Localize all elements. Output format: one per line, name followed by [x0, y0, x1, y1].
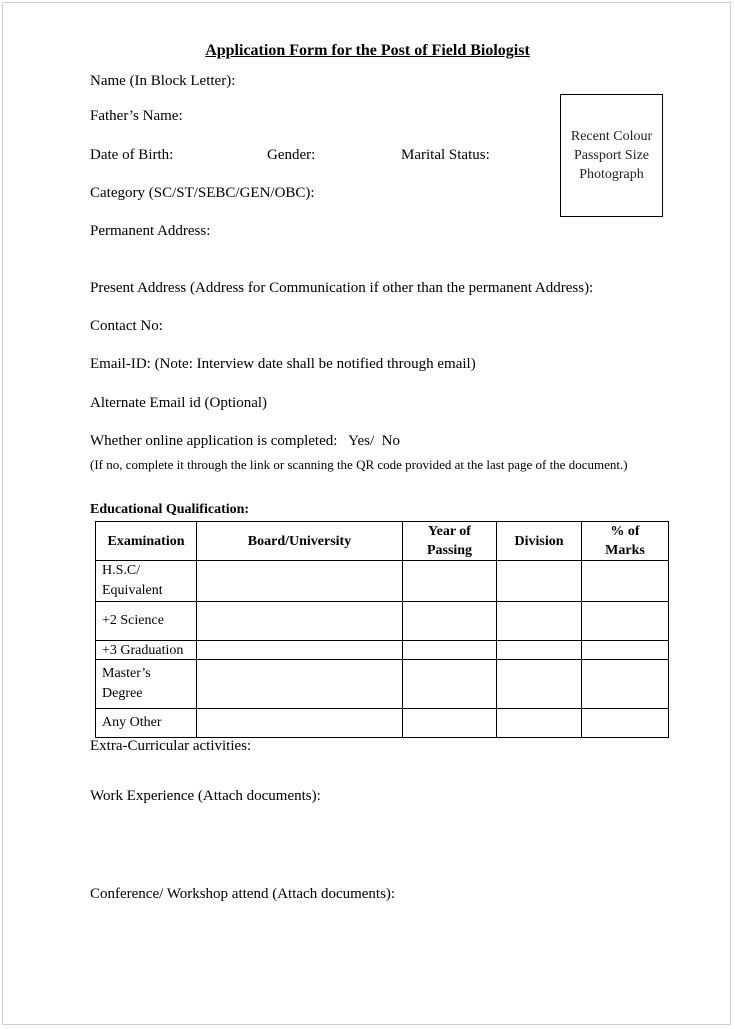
- gender-label: Gender:: [267, 147, 316, 163]
- extra-curricular-label: Extra-Curricular activities:: [90, 738, 252, 754]
- marks-cell[interactable]: [582, 660, 669, 709]
- table-row: [96, 660, 669, 709]
- division-cell[interactable]: [497, 709, 582, 738]
- header-marks: [582, 522, 669, 561]
- exam-line1: Master’s: [102, 666, 151, 681]
- table-row: [96, 561, 669, 602]
- table-row: [96, 641, 669, 660]
- marks-cell[interactable]: [582, 641, 669, 660]
- division-cell[interactable]: [497, 660, 582, 709]
- year-cell[interactable]: [403, 602, 497, 641]
- table-header-row: [96, 522, 669, 561]
- table-row: [96, 709, 669, 738]
- exam-line1: +3 Graduation: [102, 642, 184, 658]
- form-title: Application Form for the Post of Field Biologist: [205, 42, 530, 59]
- exam-line1: Any Other: [102, 715, 162, 730]
- exam-line2: Equivalent: [102, 583, 163, 598]
- division-cell[interactable]: [497, 641, 582, 660]
- header-year-line1: Year of: [428, 524, 471, 539]
- online-application-label: Whether online application is completed: Yes/ No: [90, 433, 400, 449]
- exam-cell: [96, 709, 197, 738]
- conference-label: Conference/ Workshop attend (Attach documents):: [90, 886, 396, 902]
- permanent-address-label: Permanent Address:: [90, 223, 211, 239]
- alt-email-label: Alternate Email id (Optional): [90, 395, 268, 411]
- board-cell[interactable]: [197, 660, 403, 709]
- photo-line-3: Photograph: [579, 167, 644, 182]
- marital-status-label: Marital Status:: [401, 147, 490, 163]
- exam-line1: H.S.C/: [102, 563, 141, 578]
- exam-line1: +2 Science: [102, 613, 164, 628]
- board-cell[interactable]: [197, 709, 403, 738]
- exam-cell: [96, 660, 197, 709]
- marks-cell[interactable]: [582, 602, 669, 641]
- board-cell[interactable]: [197, 561, 403, 602]
- header-examination: Examination: [96, 522, 197, 561]
- photo-line-1: Recent Colour: [570, 129, 653, 144]
- year-cell[interactable]: [403, 709, 497, 738]
- year-cell[interactable]: [403, 641, 497, 660]
- contact-label: Contact No:: [90, 318, 163, 334]
- exam-cell: [96, 561, 197, 602]
- exam-cell: [96, 641, 197, 660]
- header-year-line2: Passing: [426, 543, 473, 558]
- dob-label: Date of Birth:: [90, 147, 174, 163]
- header-marks-line2: Marks: [605, 543, 645, 558]
- division-cell[interactable]: [497, 602, 582, 641]
- exam-line2: Degree: [102, 686, 143, 701]
- photo-line-2: Passport Size: [573, 148, 650, 163]
- year-cell[interactable]: [403, 660, 497, 709]
- education-heading: Educational Qualification:: [90, 502, 250, 517]
- father-name-label: Father’s Name:: [90, 108, 183, 124]
- work-experience-label: Work Experience (Attach documents):: [90, 788, 321, 804]
- photo-placeholder: [560, 94, 663, 217]
- header-year: [403, 522, 497, 561]
- header-marks-line1: % of: [610, 524, 640, 539]
- marks-cell[interactable]: [582, 709, 669, 738]
- exam-cell: [96, 602, 197, 641]
- header-board: Board/University: [197, 522, 403, 561]
- header-division: Division: [497, 522, 582, 561]
- division-cell[interactable]: [497, 561, 582, 602]
- online-application-note: (If no, complete it through the link or scanning the QR code provided at the last page of the document.): [90, 457, 628, 472]
- name-label: Name (In Block Letter):: [90, 73, 236, 89]
- email-label: Email-ID: (Note: Interview date shall be notified through email): [90, 356, 476, 372]
- present-address-label: Present Address (Address for Communication if other than the permanent Address):: [90, 280, 594, 296]
- board-cell[interactable]: [197, 602, 403, 641]
- education-table: [95, 521, 669, 738]
- board-cell[interactable]: [197, 641, 403, 660]
- category-label: Category (SC/ST/SEBC/GEN/OBC):: [90, 185, 315, 201]
- table-row: [96, 602, 669, 641]
- marks-cell[interactable]: [582, 561, 669, 602]
- year-cell[interactable]: [403, 561, 497, 602]
